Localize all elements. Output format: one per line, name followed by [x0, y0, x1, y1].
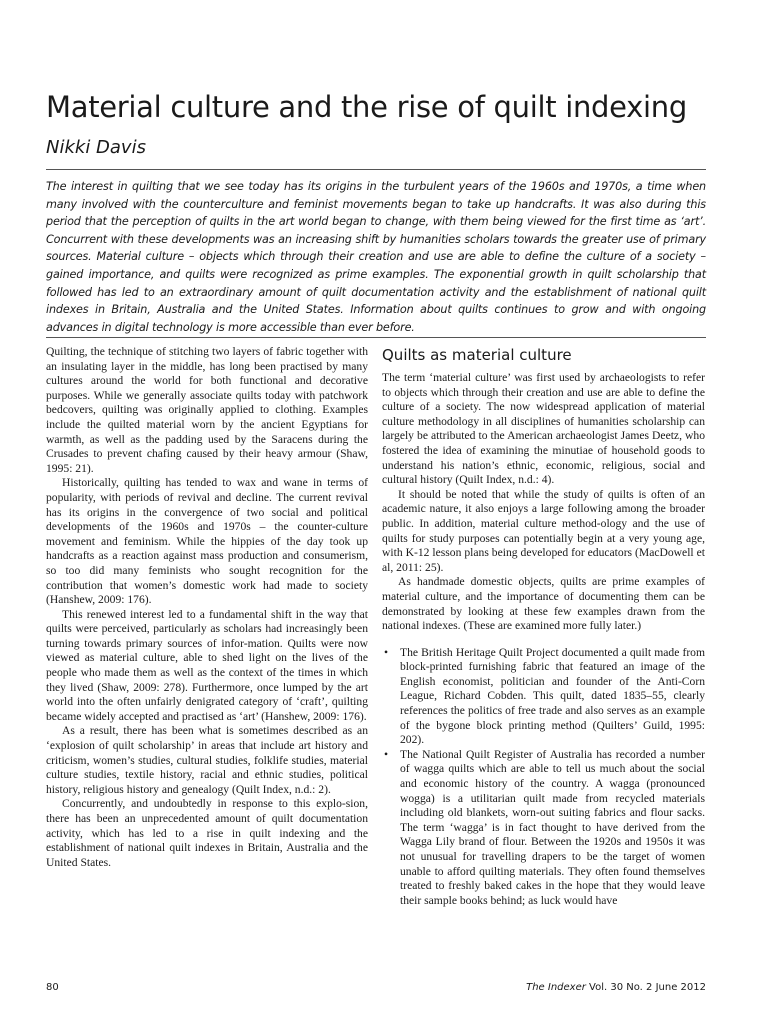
page-number: 80: [46, 982, 59, 993]
article-author: Nikki Davis: [46, 137, 146, 158]
body-paragraph: The term ‘material culture’ was first used by archaeologists to refer to objects which through their creation and use are able to define the culture of a society. The now widespread application of material culture methodology in all disciplines of humanities scholarship can largely be attributed to the American archaeologist James Deetz, who fostered the idea of examining the minutiae of household goods to understand his nation’s ethnic, economic, religious, social and cultural history (Quilt Index, n.d.: 4).: [382, 371, 705, 487]
left-column: [46, 345, 368, 870]
body-paragraph: Concurrently, and undoubtedly in response to this explo-sion, there has been an unprecedented amount of quilt documentation activity, which has led to a rise in quilt indexing and the establishment of national quilt indexes in Britain, Australia and the United States.: [46, 797, 368, 869]
list-item: [382, 646, 705, 748]
article-abstract: The interest in quilting that we see today has its origins in the turbulent years of the 1960s and 1970s, a time when many involved with the counterculture and feminist movements began to take up handcrafts. It was also during this period that the perception of quilts in the art world began to change, with them being viewed for the first time as ‘art’. Concurrent with these developments was an increasing shift by humanities scholars towards the greater use of primary sources. Material culture – objects which through their creation and use are able to define the culture of a society – gained importance, and quilts were recognized as prime examples. The exponential growth in quilt scholarship that followed has led to an extraordinary amount of quilt documentation activity and the establishment of national quilt indexes in Britain, Australia and the United States. Information about quilts continues to grow and with ongoing advances in digital technology is more accessible than ever before.: [46, 180, 706, 334]
bullet-icon: •: [384, 645, 389, 659]
example-list: [382, 646, 705, 909]
abstract-bottom-rule: [46, 337, 706, 338]
list-item-text: The National Quilt Register of Australia has recorded a number of wagga quilts which are able to tell us much about the social and economic history of the country. A wagga (pronounced wogga) is a utilitarian quilt made from recycled materials including old blankets, worn-out suiting fabrics and flour sacks. The term ‘wagga’ is in fact thought to have derived from the Wagga Lily brand of flour. Between the 1920s and 1950s it was not unusual for travelling drapers to be the target of women unable to afford quilting materials. They often found themselves treated to freshly baked cakes in the hope that they would leave their sample books behind; as luck would have: [400, 747, 705, 907]
right-column: [382, 345, 705, 908]
bullet-icon: •: [384, 747, 389, 761]
body-paragraph: Quilting, the technique of stitching two layers of fabric together with an insulating layer in the middle, has long been practised by many cultures around the world for both functional and decorative purposes. While we generally associate quilts today with patchwork bedcovers, quilting was originally applied to clothing. Examples include the quilted material worn by the ancient Egyptians for warmth, as well as the padding used by the Saracens during the Crusades to prevent chafing caused by their heavy armour (Shaw, 1995: 21).: [46, 345, 368, 475]
body-paragraph: This renewed interest led to a fundamental shift in the way that quilts were perceived, particularly as scholars had increasingly been turning towards primary sources of infor-mation. Quilts were now viewed as material culture, able to shed light on the lives of the people who made them as well as the context of the times in which they lived (Shaw, 2009: 278). Furthermore, once lumped by the art world into the often unfairly denigrated category of ‘craft’, quilting became widely accepted and practised as ‘art’ (Hanshew, 2009: 176).: [46, 607, 368, 723]
body-paragraph: As a result, there has been what is sometimes described as an ‘explosion of quilt scholarship’ in areas that include art history and criticism, women’s studies, cultural studies, folklife studies, material culture studies, textile history, racial and ethnic studies, political history, religious history and genealogy (Quilt Index, n.d.: 2).: [46, 724, 368, 796]
abstract-top-rule: [46, 169, 706, 170]
section-heading: Quilts as material culture: [382, 346, 572, 364]
body-paragraph: As handmade domestic objects, quilts are prime examples of material culture, and the importance of documenting them can be demonstrated by looking at these few examples drawn from the national indexes. (These are examined more fully later.): [382, 575, 705, 633]
article-title: Material culture and the rise of quilt indexing: [46, 90, 687, 124]
list-item-text: The British Heritage Quilt Project documented a quilt made from block-printed furnishing fabric that featured an image of the English economist, politician and founder of the Anti-Corn League, Richard Cobden. This quilt, dated 1835–55, clearly references the politics of free trade and also serves as an example of the bygone block printing method (Quilters’ Guild, 1995: 202).: [400, 645, 705, 747]
body-paragraph: Historically, quilting has tended to wax and wane in terms of popularity, with periods of revival and decline. The current revival has its origins in the convergence of two social and political developments of the 1960s and 1970s – the counter-culture movement and feminism. While the hippies of the day took up handcrafts as a reaction against mass production and consumerism, so too did many feminists who sought recognition for the contribution that women’s domestic work had made to society (Hanshew, 2009: 176).: [46, 476, 368, 607]
body-paragraph: It should be noted that while the study of quilts is often of an academic nature, it also enjoys a large following among the broader public. In addition, material culture method-ology and the use of quilts for study purposes can potentially begin at a very young age, with K-12 lesson plans being developed for educators (MacDowell et al, 2011: 25).: [382, 487, 705, 574]
list-item: [382, 748, 705, 909]
journal-name: The Indexer: [526, 982, 586, 993]
journal-issue: Vol. 30 No. 2 June 2012: [585, 982, 706, 993]
running-footer: [370, 981, 706, 995]
